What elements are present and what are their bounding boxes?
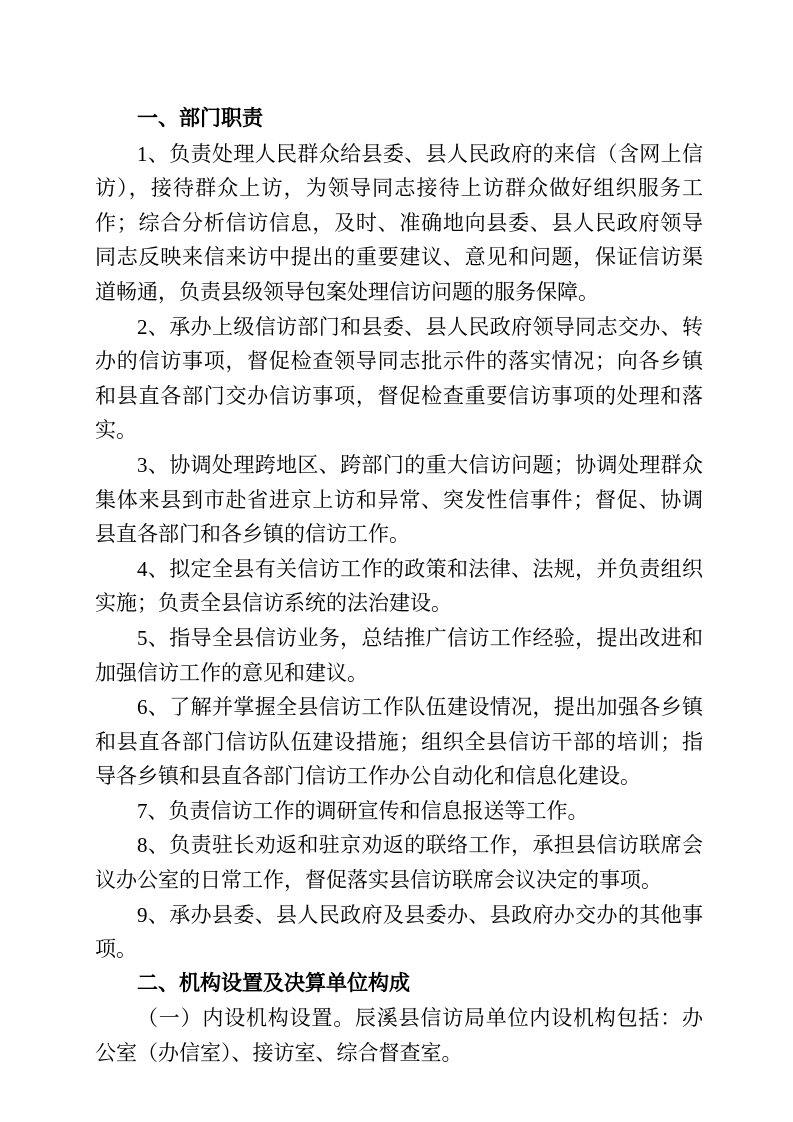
paragraph-internal-structure: （一）内设机构设置。辰溪县信访局单位内设机构包括：办公室（办信室）、接访室、综合督查室。 [95, 1006, 703, 1066]
section-heading-duties: 一、部门职责 [137, 107, 263, 130]
document-content [95, 102, 703, 1071]
paragraph-duty-1: 1、负责处理人民群众给县委、县人民政府的来信（含网上信访），接待群众上访，为领导同志接待上访群众做好组织服务工作；综合分析信访信息，及时、准确地向县委、县人民政府领导同志反映来信来访中提出的重要建议、意见和问题，保证信访渠道畅通，负责县级领导包案处理信访问题的服务保障。 [95, 141, 703, 304]
paragraph-duty-5: 5、指导全县信访业务，总结推广信访工作经验，提出改进和加强信访工作的意见和建议。 [95, 625, 703, 685]
paragraph-duty-9: 9、承办县委、县人民政府及县委办、县政府办交办的其他事项。 [95, 902, 703, 962]
paragraph-duty-4: 4、拟定全县有关信访工作的政策和法律、法规，并负责组织实施；负责全县信访系统的法治建设。 [95, 556, 703, 616]
paragraph-duty-6: 6、了解并掌握全县信访工作队伍建设情况，提出加强各乡镇和县直各部门信访队伍建设措施；组织全县信访干部的培训；指导各乡镇和县直各部门信访工作办公自动化和信息化建设。 [95, 695, 703, 789]
paragraph-duty-8: 8、负责驻长劝返和驻京劝返的联络工作，承担县信访联席会议办公室的日常工作，督促落实县信访联席会议决定的事项。 [95, 833, 703, 893]
paragraph-duty-7: 7、负责信访工作的调研宣传和信息报送等工作。 [137, 798, 589, 823]
section-heading-organization: 二、机构设置及决算单位构成 [137, 971, 410, 995]
paragraph-duty-2: 2、承办上级信访部门和县委、县人民政府领导同志交办、转办的信访事项，督促检查领导同志批示件的落实情况；向各乡镇和县直各部门交办信访事项，督促检查重要信访事项的处理和落实。 [95, 314, 703, 443]
paragraph-duty-3: 3、协调处理跨地区、跨部门的重大信访问题；协调处理群众集体来县到市赴省进京上访和异常、突发性信事件；督促、协调县直各部门和各乡镇的信访工作。 [95, 452, 703, 547]
